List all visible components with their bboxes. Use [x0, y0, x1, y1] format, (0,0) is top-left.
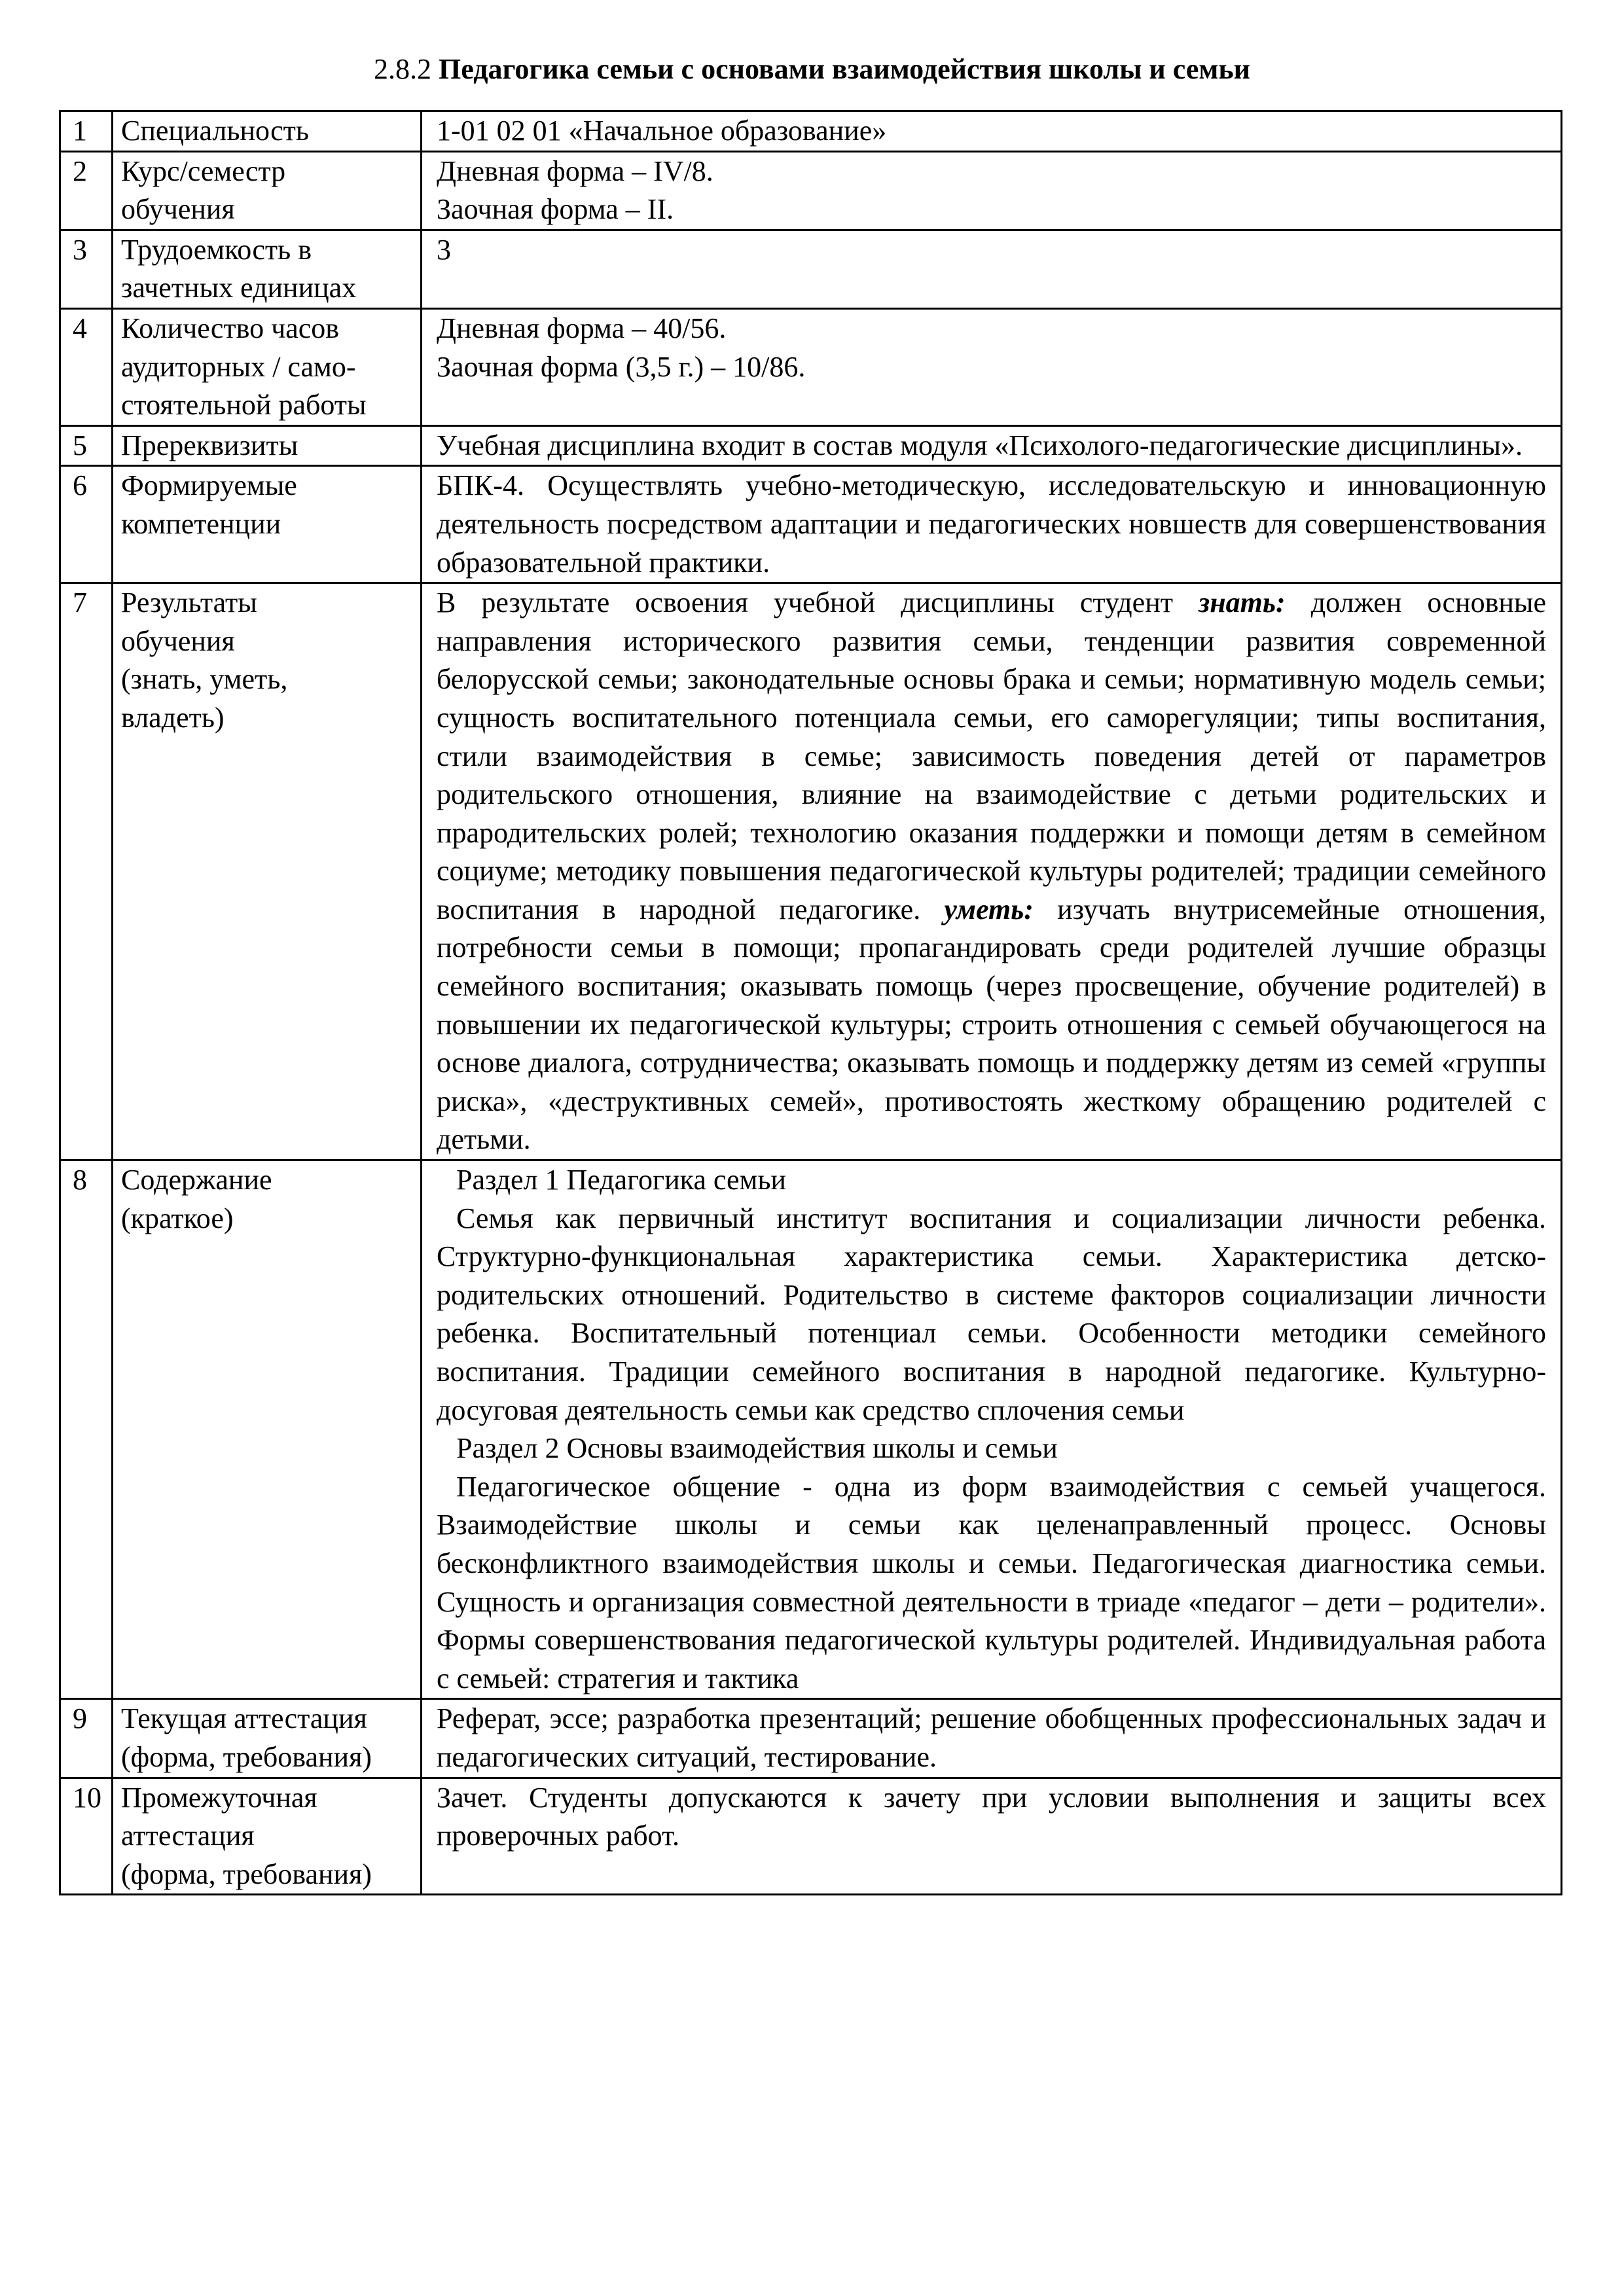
- row-number: 7: [60, 583, 113, 1160]
- label-line: (краткое): [121, 1202, 234, 1234]
- content-text: В результате освоения учебной дисциплины студент: [437, 586, 1199, 619]
- row-content: [422, 230, 1562, 308]
- label-line: Текущая аттестация: [121, 1702, 367, 1735]
- row-label: [113, 151, 422, 230]
- label-line: аудиторных / само-: [121, 350, 356, 383]
- label-line: зачетных единицах: [121, 272, 357, 304]
- table-row: [60, 583, 1562, 1160]
- label-line: владеть): [121, 701, 225, 734]
- row-content: [422, 1699, 1562, 1778]
- content-text: Зачет. Студенты допускаются к зачету при условии выполнения и защиты всех проверочных работ.: [437, 1781, 1546, 1852]
- course-info-table: [59, 110, 1562, 1895]
- row-content: [422, 111, 1562, 152]
- table-row: [60, 1160, 1562, 1699]
- row-number: 10: [60, 1778, 113, 1895]
- row-number: 9: [60, 1699, 113, 1778]
- section-text: Педагогическое общение - одна из форм взаимодействия с семьей учащегося. Взаимодействие школы и семьи как целенаправленный процесс. Основы бесконфликтного взаимодействия школы и семьи. Педагогическая диагностика семьи. Сущность и организация совместной деятельности в триаде «педагог – дети – родители». Формы совершенствования педагогической культуры родителей. Индивидуальная работа с семьей: стратегия и тактика: [437, 1470, 1546, 1695]
- row-label: [113, 425, 422, 466]
- label-line: Курс/семестр: [121, 154, 286, 187]
- table-row: [60, 111, 1562, 152]
- row-number: 8: [60, 1160, 113, 1699]
- table-row: [60, 1699, 1562, 1778]
- row-content: [422, 466, 1562, 583]
- label-line: Специальность: [121, 115, 309, 147]
- row-number: 1: [60, 111, 113, 152]
- document-title: [0, 51, 1624, 88]
- section-heading: Раздел 1 Педагогика семьи: [456, 1164, 786, 1196]
- row-label: [113, 466, 422, 583]
- content-line: 3: [437, 233, 451, 266]
- row-label: [113, 1778, 422, 1895]
- keyword-know: знать:: [1199, 586, 1286, 619]
- label-line: компетенции: [121, 507, 281, 540]
- row-number: 2: [60, 151, 113, 230]
- row-number: 3: [60, 230, 113, 308]
- label-line: Трудоемкость в: [121, 233, 312, 266]
- label-line: аттестация: [121, 1820, 255, 1852]
- section-text: Семья как первичный институт воспитания и социализации личности ребенка. Структурно-функциональная характеристика семьи. Характеристика детско-родительских отношений. Родительство в системе факторов социализации личности ребенка. Воспитательный потенциал семьи. Особенности методики семейного воспитания. Традиции семейного воспитания в народной педагогике. Культурно-досуговая деятельность семьи как средство сплочения семьи: [437, 1202, 1546, 1426]
- row-label: [113, 583, 422, 1160]
- label-line: Результаты: [121, 586, 257, 619]
- content-line: Заочная форма – II.: [437, 193, 674, 226]
- label-line: Количество часов: [121, 312, 340, 344]
- label-line: Пререквизиты: [121, 429, 298, 461]
- row-number: 4: [60, 308, 113, 425]
- title-text: Педагогика семьи с основами взаимодействия школы и семьи: [439, 53, 1250, 85]
- label-line: Промежуточная: [121, 1781, 317, 1814]
- row-content: [422, 1778, 1562, 1895]
- content-text: БПК-4. Осуществлять учебно-методическую, исследовательскую и инновационную деятельность посредством адаптации и педагогических новшеств для совершенствования образовательной практики.: [437, 469, 1546, 579]
- content-line: 1-01 02 01 «Начальное образование»: [437, 115, 887, 147]
- row-content: [422, 583, 1562, 1160]
- content-text: должен основные направления исторического развития семьи, тенденции развития современной белорусской семьи; законодательные основы брака и семьи; нормативную модель семьи; сущность воспитательного потенциала семьи, его саморегуляции; типы воспитания, стили взаимодействия в семье; зависимость поведения детей от параметров родительского отношения, влияние на взаимодействие с детьми родительских и прародительских ролей; технологию оказания поддержки и помощи детям в семейном социуме; методику повышения педагогической культуры родителей; традиции семейного воспитания в народной педагогике.: [437, 586, 1546, 925]
- label-line: (форма, требования): [121, 1740, 372, 1773]
- row-content: [422, 425, 1562, 466]
- row-number: 5: [60, 425, 113, 466]
- row-label: [113, 308, 422, 425]
- label-line: (форма, требования): [121, 1857, 372, 1890]
- table-row: [60, 425, 1562, 466]
- row-label: [113, 230, 422, 308]
- label-line: обучения: [121, 624, 235, 657]
- row-content: [422, 308, 1562, 425]
- row-label: [113, 1699, 422, 1778]
- table-row: [60, 1778, 1562, 1895]
- title-number: 2.8.2: [374, 53, 432, 85]
- row-content: [422, 151, 1562, 230]
- section-heading: Раздел 2 Основы взаимодействия школы и семьи: [456, 1432, 1058, 1465]
- table-row: [60, 230, 1562, 308]
- row-label: [113, 1160, 422, 1699]
- label-line: Содержание: [121, 1164, 272, 1196]
- row-content: [422, 1160, 1562, 1699]
- content-text: Учебная дисциплина входит в состав модуля «Психолого-педагогические дисциплины».: [437, 429, 1523, 461]
- table-row: [60, 308, 1562, 425]
- content-text: Реферат, эссе; разработка презентаций; решение обобщенных профессиональных задач и педагогических ситуаций, тестирование.: [437, 1702, 1546, 1773]
- content-line: Заочная форма (3,5 г.) – 10/86.: [437, 350, 806, 383]
- content-line: Дневная форма – IV/8.: [437, 154, 713, 187]
- row-label: [113, 111, 422, 152]
- label-line: стоятельной работы: [121, 389, 367, 422]
- row-number: 6: [60, 466, 113, 583]
- label-line: (знать, уметь,: [121, 663, 288, 696]
- table-row: [60, 466, 1562, 583]
- label-line: обучения: [121, 193, 235, 226]
- content-line: Дневная форма – 40/56.: [437, 312, 727, 344]
- label-line: Формируемые: [121, 469, 297, 502]
- keyword-can: уметь:: [944, 893, 1034, 925]
- table-row: [60, 151, 1562, 230]
- content-text: изучать внутрисемейные отношения, потребности семьи в помощи; пропагандировать среди родителей лучшие образцы семейного воспитания; оказывать помощь (через просвещение, обучение родителей) в повышении их педагогической культуры; строить отношения с семьей обучающегося на основе диалога, сотрудничества; оказывать помощь и поддержку детям из семей «группы риска», «деструктивных семей», противостоять жесткому обращению родителей с детьми.: [437, 893, 1547, 1156]
